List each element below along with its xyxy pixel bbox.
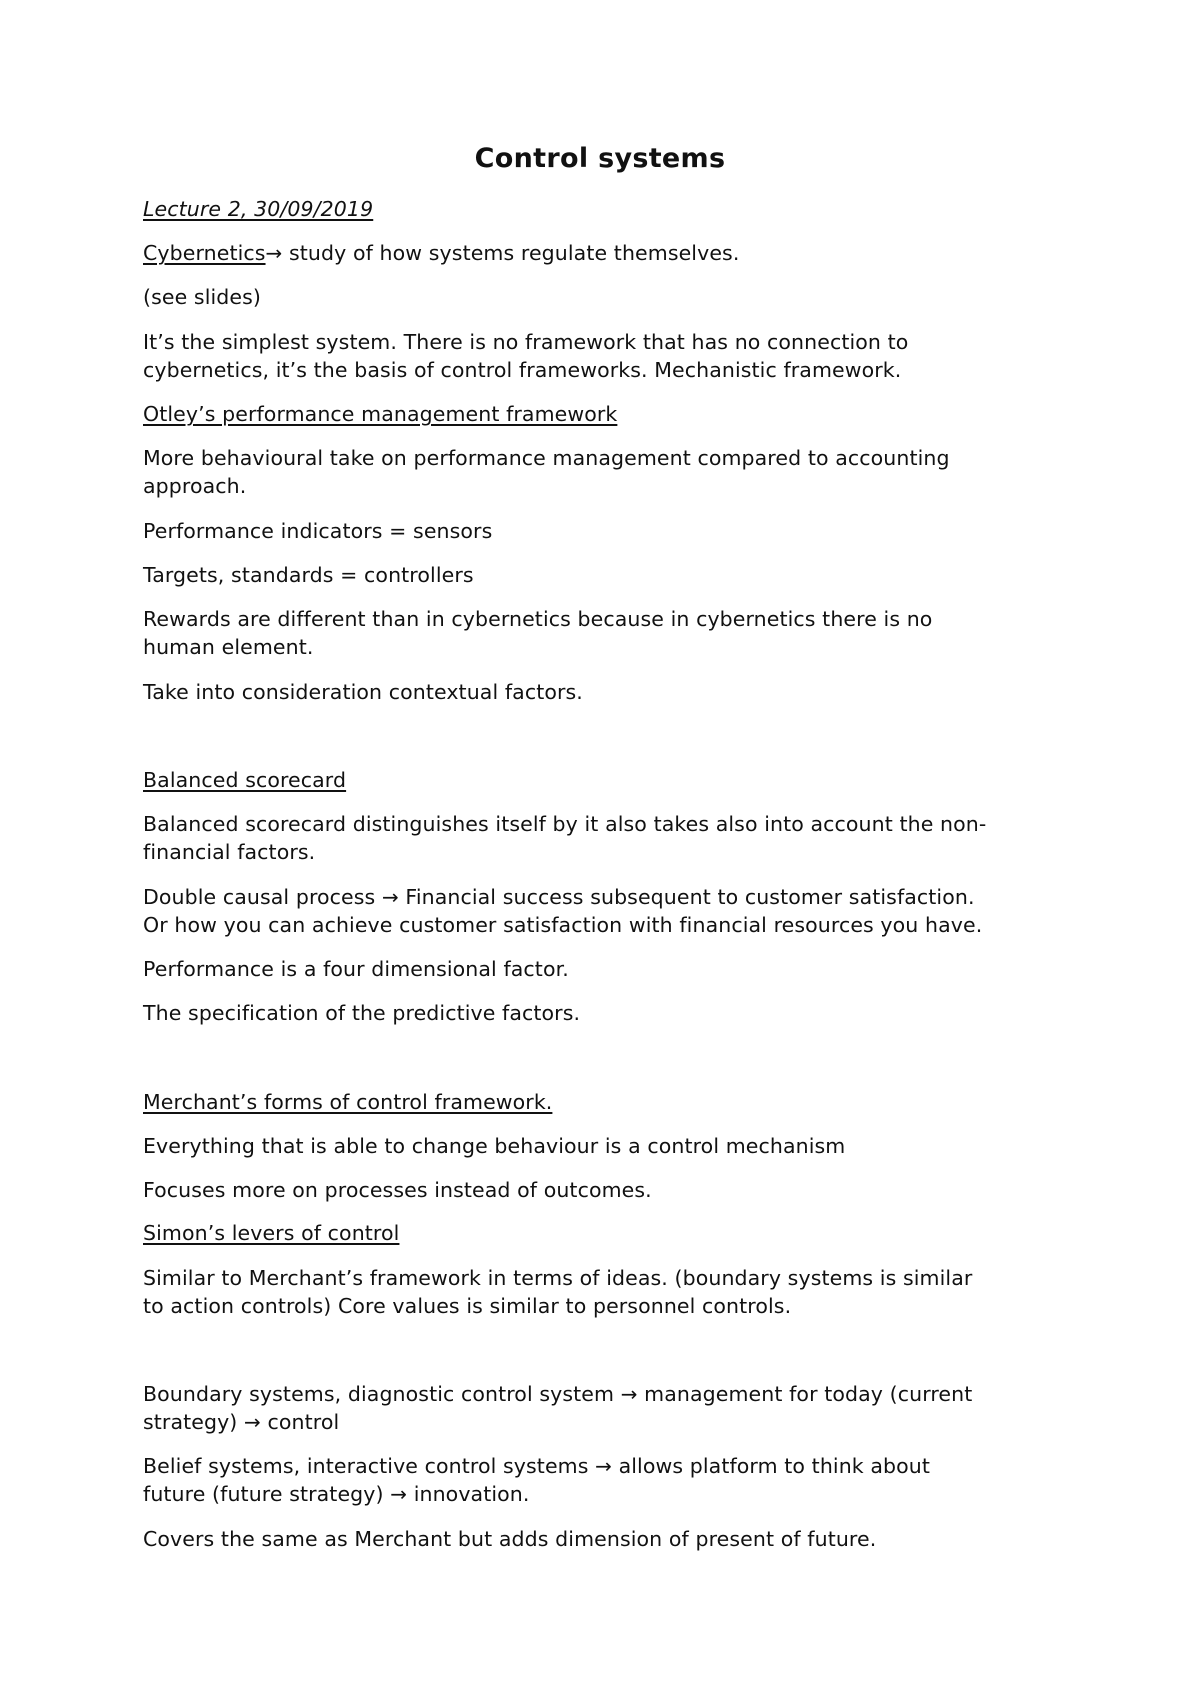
page-title: Control systems [474, 143, 726, 174]
merchant-heading: Merchant’s forms of control framework. [143, 1090, 553, 1114]
balanced-four-dimensional: Performance is a four dimensional factor. [143, 957, 569, 981]
arrow-right-icon: → [265, 241, 283, 265]
boundary-line-2 [143, 1408, 339, 1436]
otley-behavioural-line-2: approach. [143, 474, 247, 498]
arrow-right-icon: → [381, 885, 399, 909]
merchant-focuses: Focuses more on processes instead of outcomes. [143, 1178, 652, 1202]
simplest-system-line-1: It’s the simplest system. There is no framework that has no connection to [143, 330, 909, 354]
simon-covers: Covers the same as Merchant but adds dimension of present of future. [143, 1527, 877, 1551]
double-causal-lead: Double causal process [143, 885, 382, 909]
cybernetics-text: study of how systems regulate themselves. [282, 241, 740, 265]
otley-behavioural-line-1: More behavioural take on performance management compared to accounting [143, 446, 950, 470]
otley-contextual: Take into consideration contextual factors. [143, 680, 583, 704]
boundary-line2-lead: strategy) [143, 1410, 245, 1434]
otley-heading: Otley’s performance management framework [143, 402, 618, 426]
arrow-right-icon: → [244, 1410, 261, 1434]
double-causal-rest: Financial success subsequent to customer satisfaction. [398, 885, 975, 909]
boundary-mid: management for today (current [637, 1382, 973, 1406]
arrow-right-icon: → [390, 1482, 408, 1506]
otley-rewards-line-1: Rewards are different than in cybernetics because in cybernetics there is no [143, 607, 933, 631]
belief-line2-lead: future (future strategy) [143, 1482, 391, 1506]
arrow-right-icon: → [595, 1454, 612, 1478]
double-causal-line-2: Or how you can achieve customer satisfaction with financial resources you have. [143, 913, 983, 937]
double-causal-line-1 [143, 883, 975, 911]
simon-similar-line-1: Similar to Merchant’s framework in terms of ideas. (boundary systems is similar [143, 1266, 973, 1290]
see-slides-note: (see slides) [143, 285, 261, 309]
cybernetics-term: Cybernetics [143, 241, 266, 265]
otley-targets: Targets, standards = controllers [143, 563, 474, 587]
merchant-everything: Everything that is able to change behaviour is a control mechanism [143, 1134, 846, 1158]
belief-line-1 [143, 1452, 930, 1480]
balanced-distinguishes-line-1: Balanced scorecard distinguishes itself by it also takes also into account the non- [143, 812, 987, 836]
belief-line-2 [143, 1480, 530, 1508]
simplest-system-line-2: cybernetics, it’s the basis of control frameworks. Mechanistic framework. [143, 358, 902, 382]
lecture-date: Lecture 2, 30/09/2019 [143, 197, 374, 221]
otley-rewards-line-2: human element. [143, 635, 314, 659]
belief-mid: allows platform to think about [611, 1454, 931, 1478]
belief-line2-rest: innovation. [407, 1482, 530, 1506]
belief-lead: Belief systems, interactive control systems [143, 1454, 596, 1478]
boundary-line2-rest: control [260, 1410, 340, 1434]
otley-indicators: Performance indicators = sensors [143, 519, 493, 543]
boundary-lead: Boundary systems, diagnostic control system [143, 1382, 621, 1406]
balanced-predictive: The specification of the predictive factors. [143, 1001, 581, 1025]
balanced-distinguishes-line-2: financial factors. [143, 840, 316, 864]
cybernetics-definition [143, 239, 739, 267]
simon-similar-line-2: to action controls) Core values is similar to personnel controls. [143, 1294, 792, 1318]
simon-heading: Simon’s levers of control [143, 1221, 400, 1245]
balanced-heading: Balanced scorecard [143, 768, 347, 792]
arrow-right-icon: → [620, 1382, 638, 1406]
boundary-line-1 [143, 1380, 972, 1408]
